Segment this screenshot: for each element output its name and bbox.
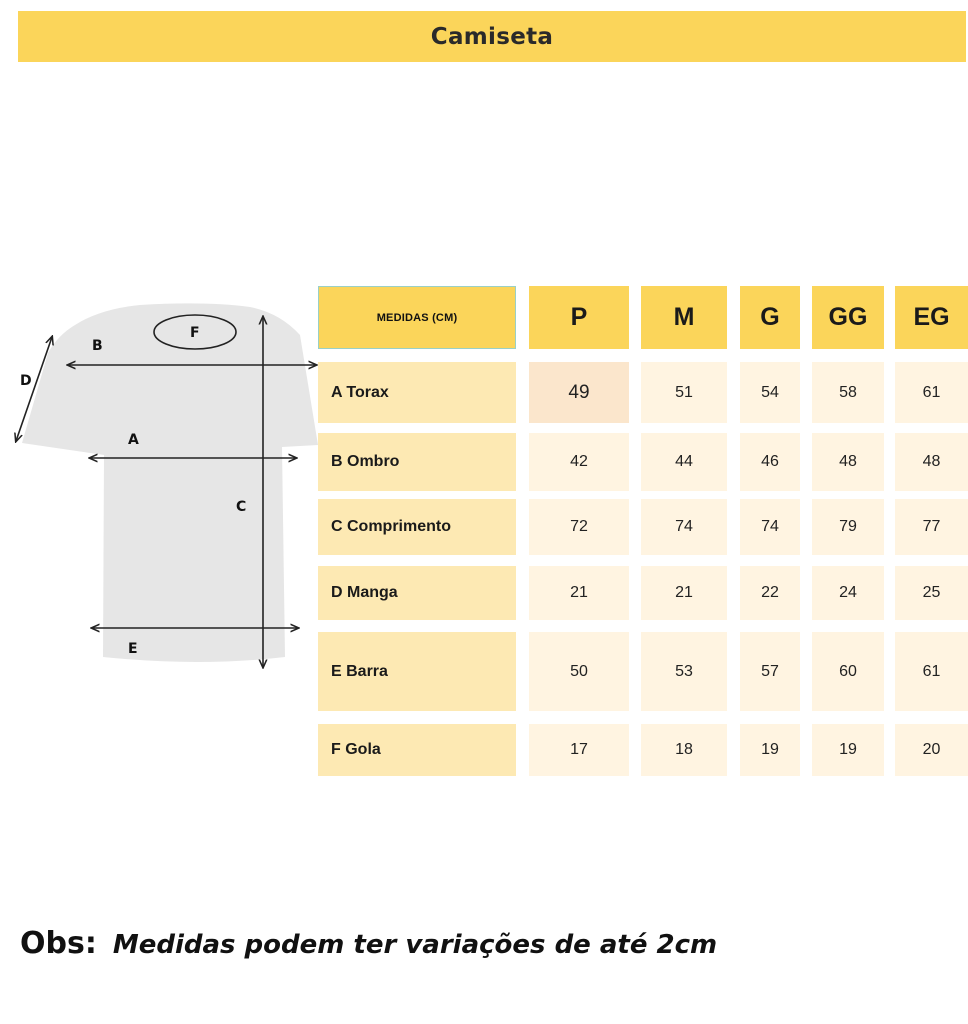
value-cell: 18 (641, 724, 727, 776)
value-cell: 61 (895, 362, 968, 423)
value-cell: 22 (740, 566, 800, 620)
value-cell: 53 (641, 632, 727, 711)
value-cell: 19 (812, 724, 884, 776)
value-cell: 21 (529, 566, 629, 620)
header-size-m: M (641, 286, 727, 349)
page-title: Camiseta (430, 23, 554, 50)
value-cell: 54 (740, 362, 800, 423)
header-size-g: G (740, 286, 800, 349)
value-cell: 60 (812, 632, 884, 711)
value-cell: 20 (895, 724, 968, 776)
value-cell: 17 (529, 724, 629, 776)
note-text: Medidas podem ter variações de até 2cm (112, 930, 718, 960)
row-label-ombro: B Ombro (318, 433, 516, 491)
value-cell: 46 (740, 433, 800, 491)
value-cell: 61 (895, 632, 968, 711)
label-e: E (128, 641, 138, 657)
label-a: A (128, 432, 139, 448)
row-label-manga: D Manga (318, 566, 516, 620)
value-cell: 51 (641, 362, 727, 423)
header-size-gg: GG (812, 286, 884, 349)
value-cell: 58 (812, 362, 884, 423)
value-cell: 21 (641, 566, 727, 620)
value-cell: 74 (740, 499, 800, 555)
row-label-barra: E Barra (318, 632, 516, 711)
label-f: F (190, 325, 200, 341)
value-cell: 79 (812, 499, 884, 555)
label-d: D (20, 373, 32, 389)
label-b: B (92, 338, 103, 354)
value-cell: 74 (641, 499, 727, 555)
row-label-comprimento: C Comprimento (318, 499, 516, 555)
label-c: C (236, 499, 247, 515)
row-label-torax: A Torax (318, 362, 516, 423)
value-cell: 44 (641, 433, 727, 491)
value-cell: 48 (812, 433, 884, 491)
header-size-p: P (529, 286, 629, 349)
value-cell: 72 (529, 499, 629, 555)
value-cell: 42 (529, 433, 629, 491)
value-cell: 49 (529, 362, 629, 423)
value-cell: 50 (529, 632, 629, 711)
value-cell: 57 (740, 632, 800, 711)
value-cell: 24 (812, 566, 884, 620)
note-label: Obs: (20, 926, 97, 961)
header-measures: MEDIDAS (CM) (318, 286, 516, 349)
header-size-eg: EG (895, 286, 968, 349)
value-cell: 48 (895, 433, 968, 491)
row-label-gola: F Gola (318, 724, 516, 776)
note (20, 926, 717, 961)
value-cell: 19 (740, 724, 800, 776)
value-cell: 77 (895, 499, 968, 555)
value-cell: 25 (895, 566, 968, 620)
